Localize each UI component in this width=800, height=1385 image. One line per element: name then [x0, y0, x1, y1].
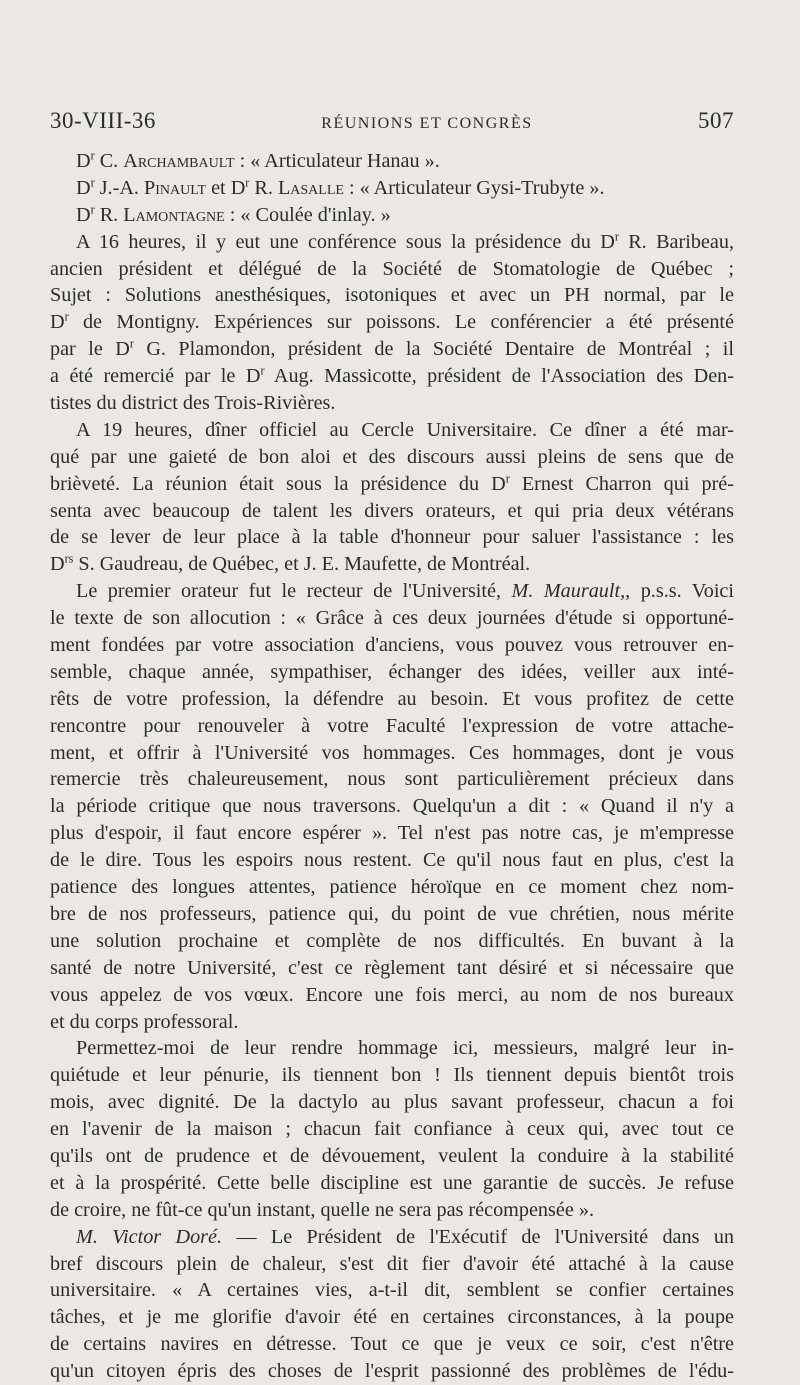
- text-line: senta avec beaucoup de talent les divers orateurs, et qui pria deux vétérans: [50, 499, 734, 522]
- text-line: qu'un citoyen épris des choses de l'esprit passionné des problèmes de l'édu-: [50, 1360, 734, 1383]
- text-line: le texte de son allocution : « Grâce à ces deux journées d'étude si opportuné-: [50, 607, 734, 630]
- text-line: Permettez-moi de leur rendre hommage ici, messieurs, malgré leur in-: [76, 1037, 734, 1060]
- text-line: Le premier orateur fut le recteur de l'Université, M. Maurault,, p.s.s. Voici: [76, 580, 735, 603]
- text-line: Sujet : Solutions anesthésiques, isotoniques et avec un PH normal, par le: [50, 284, 734, 307]
- text-line: et du corps professoral.: [50, 1010, 239, 1033]
- text-line: bre de nos professeurs, patience qui, du point de vue chrétien, nous mérite: [50, 902, 734, 925]
- text-line: $D^{rs}$ S. Gaudreau, de Québec, et J. E. Maufette, de Montréal.: [50, 552, 531, 576]
- text-line: patience des longues attentes, patience héroïque en ce moment chez nom-: [50, 876, 734, 899]
- text-line: rencontre pour renouveler à votre Faculté l'expression de votre attache-: [50, 714, 734, 737]
- text-line: ment, et offrir à l'Université vos hommages. Ces hommages, dont je vous: [50, 741, 734, 764]
- page-number: 507: [697, 108, 734, 133]
- text-line: par le $D^r$ G. Plamondon, président de la Société Dentaire de Montréal ; il: [50, 336, 734, 361]
- text-line: la période critique que nous traversons. Quelqu'un a dit : « Quand il n'y a: [50, 795, 734, 818]
- text-line: tâches, et je me glorifie d'avoir été en certaines circonstances, à la poupe: [50, 1306, 734, 1329]
- text-line: A 19 heures, dîner officiel au Cercle Universitaire. Ce dîner a été mar-: [76, 418, 734, 441]
- text-line: qu'ils ont de prudence et de dévouement, veulent la conduire à la stabilité: [50, 1144, 734, 1167]
- text-line: tistes du district des Trois-Rivières.: [50, 392, 336, 415]
- text-line: plus d'espoir, il faut encore espérer ». Tel n'est pas notre cas, je m'empresse: [50, 822, 734, 845]
- text-line: une solution prochaine et complète de nos difficultés. En buvant à la: [50, 929, 734, 952]
- text-line: $D^r$ de Montigny. Expériences sur poissons. Le conférencier a été présenté: [50, 310, 734, 334]
- text-line: vous appelez de vos vœux. Encore une fois merci, au nom de nos bureaux: [50, 983, 734, 1006]
- text-line: M. Victor Doré. — Le Président de l'Exécutif de l'Université dans un: [76, 1225, 735, 1248]
- text-line: semble, chaque année, sympathiser, échanger des idées, veiller aux inté-: [50, 660, 734, 683]
- text-line: en l'avenir de la maison ; chacun fait confiance à ceux qui, avec tout ce: [50, 1118, 734, 1141]
- text-line: A 16 heures, il y eut une conférence sous la présidence du $D^r$ R. Baribeau,: [76, 229, 734, 253]
- text-line: de le dire. Tous les espoirs nous restent. Ce qu'il nous faut en plus, c'est la: [50, 849, 734, 872]
- text-line: universitaire. « A certaines vies, a-t-il dit, semblent se confier certaines: [50, 1279, 734, 1302]
- text-line: $D^r$ J.-A. Pinault et $D^r$ R. Lasalle : « Articulateur Gysi-Trubyte ».: [76, 175, 605, 199]
- text-line: santé de notre Université, c'est ce règlement tant désiré et si nécessaire que: [50, 956, 734, 979]
- text-line: ancien président et délégué de la Société de Stomatologie de Québec ;: [50, 257, 734, 280]
- text-line: de se lever de leur place à la table d'honneur pour saluer l'assistance : les: [50, 526, 734, 549]
- running-header: [50, 108, 734, 138]
- text-line: de certains navires en détresse. Tout ce que je veux ce soir, c'est n'être: [50, 1333, 734, 1356]
- text-line: de croire, ne fût-ce qu'un instant, quelle ne sera pas récompensée ».: [50, 1198, 594, 1221]
- text-line: quiétude et leur pénurie, ils tiennent bon ! Ils tiennent depuis bientôt trois: [50, 1064, 734, 1087]
- body-text: [50, 148, 734, 1385]
- text-line: a été remercié par le $D^r$ Aug. Massicotte, président de l'Association des Den-: [50, 363, 734, 388]
- text-line: $D^r$ C. Archambault : « Articulateur Hanau ».: [76, 148, 440, 172]
- text-line: brièveté. La réunion était sous la présidence du $D^r$ Ernest Charron qui pré-: [50, 471, 734, 495]
- text-line: et à la prospérité. Cette belle discipline est une garantie de succès. Je refuse: [50, 1171, 734, 1194]
- text-line: $D^r$ R. Lamontagne : « Coulée d'inlay. »: [76, 202, 391, 226]
- text-line: qué par une gaieté de bon aloi et des discours aussi pleins de sens que de: [50, 445, 734, 468]
- text-line: ment fondées par votre association d'anciens, vous pouvez vous retrouver en-: [50, 634, 734, 657]
- section-title: RÉUNIONS ET CONGRÈS: [321, 115, 533, 132]
- text-line: mois, avec dignité. De la dactylo au plus savant professeur, chacun a foi: [50, 1091, 734, 1114]
- text-line: rêts de votre profession, la défendre au besoin. Et vous profitez de cette: [50, 687, 734, 710]
- text-line: remercie très chaleureusement, nous sont particulièrement précieux dans: [50, 768, 734, 791]
- issue-date: 30-VIII-36: [50, 108, 156, 133]
- book-page: [50, 108, 734, 1385]
- text-line: bref discours plein de chaleur, s'est dit fier d'avoir été attaché à la cause: [50, 1252, 734, 1275]
